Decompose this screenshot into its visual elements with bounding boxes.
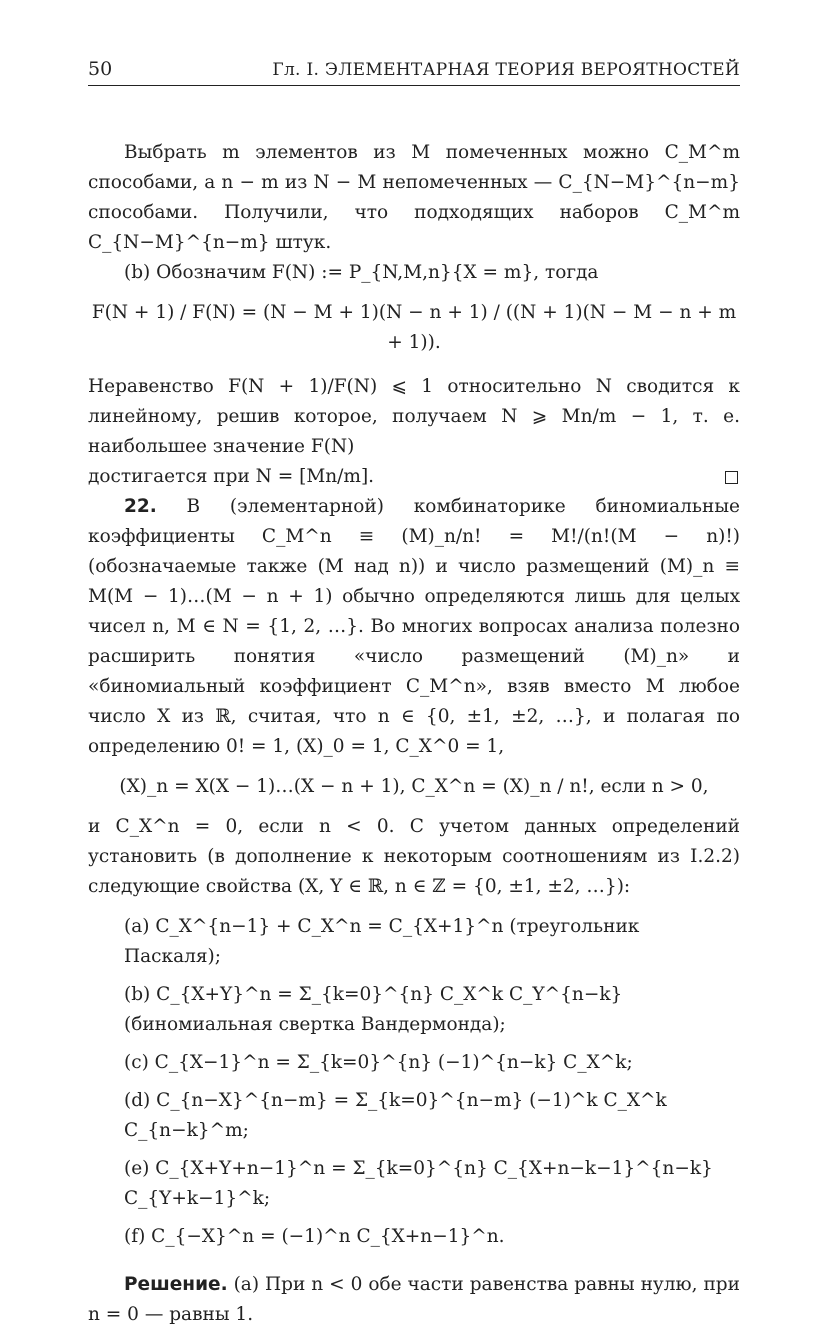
property-a: (a) C_X^{n−1} + C_X^n = C_{X+1}^n (треугольник Паскаля); [124, 916, 640, 967]
problem-22 [88, 492, 740, 762]
property-c: (c) C_{X−1}^n = Σ_{k=0}^{n} (−1)^{n−k} C_X^k; [124, 1052, 633, 1073]
problem-22-text: В (элементарной) комбинаторике биномиальные коэффициенты C_M^n ≡ (M)_n/n! = M!/(n!(M − n)!) (обозначаемые также (M над n)) и число размещений (M)_n ≡ M(M − 1)…(M − n + 1) обычно определяются лишь для целых чисел n, M ∈ N = {1, 2, …}. Во многих вопросах анализа полезно расширить понятия «число размещений (M)_n» и «биномиальный коэффициент C_M^n», взяв вместо M любое число X из ℝ, считая, что n ∈ {0, ±1, ±2, …}, и полагая по определению 0! = 1, (X)_0 = 1, C_X^0 = 1, [88, 496, 740, 757]
paragraph-properties-intro: и C_X^n = 0, если n < 0. С учетом данных определений установить (в дополнение к некоторым соотношениям из I.2.2) следующие свойства (X, Y ∈ ℝ, n ∈ ℤ = {0, ±1, ±2, …}): [88, 816, 740, 897]
running-title: Гл. I. ЭЛЕМЕНТАРНАЯ ТЕОРИЯ ВЕРОЯТНОСТЕЙ [272, 60, 740, 80]
property-e: (e) C_{X+Y+n−1}^n = Σ_{k=0}^{n} C_{X+n−k−1}^{n−k} C_{Y+k−1}^k; [124, 1158, 713, 1209]
formula-definitions: (X)_n = X(X − 1)…(X − n + 1), C_X^n = (X)_n / n!, если n > 0, [119, 776, 709, 797]
paragraph-inequality: Неравенство F(N + 1)/F(N) ⩽ 1 относительно N сводится к линейному, решив которое, получаем N ⩾ Mn/m − 1, т. е. наибольшее значение F(N) [88, 376, 740, 457]
solution-label: Решение. [124, 1274, 228, 1295]
problem-number: 22. [124, 496, 157, 517]
page-number: 50 [88, 58, 113, 80]
solution-text: (a) При n < 0 обе части равенства равны нулю, при n = 0 — равны 1. [88, 1274, 740, 1325]
running-header [88, 58, 740, 86]
property-f: (f) C_{−X}^n = (−1)^n C_{X+n−1}^n. [124, 1226, 505, 1247]
paragraph-choose-elements: Выбрать m элементов из M помеченных можно C_M^m способами, а n − m из N − M непомеченных — C_{N−M}^{n−m} способами. Получили, что подходящих наборов C_M^m C_{N−M}^{n−m} штук. [88, 142, 740, 253]
conclusion-row [88, 462, 740, 492]
property-b: (b) C_{X+Y}^n = Σ_{k=0}^{n} C_X^k C_Y^{n−k} (биномиальная свертка Вандермонда); [124, 984, 623, 1035]
solution-paragraph [88, 1270, 740, 1330]
paragraph-maximum: достигается при N = [Mn/m]. [88, 466, 375, 487]
book-page [88, 58, 740, 1330]
qed-square-icon [725, 471, 738, 484]
property-d: (d) C_{n−X}^{n−m} = Σ_{k=0}^{n−m} (−1)^k C_X^k C_{n−k}^m; [124, 1090, 667, 1141]
paragraph-define-F: (b) Обозначим F(N) := P_{N,M,n}{X = m}, тогда [124, 262, 599, 283]
formula-ratio: F(N + 1) / F(N) = (N − M + 1)(N − n + 1) / ((N + 1)(N − M − n + m + 1)). [91, 302, 737, 353]
